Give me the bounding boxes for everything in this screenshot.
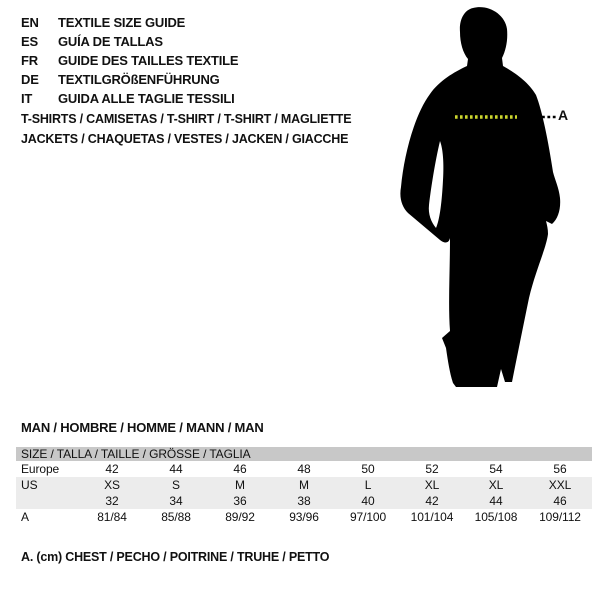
size-cell: 32 bbox=[105, 494, 119, 508]
size-cell: XL bbox=[488, 478, 504, 492]
size-cell: 89/92 bbox=[225, 510, 255, 524]
size-cell: 101/104 bbox=[410, 510, 454, 524]
size-cell: 46 bbox=[233, 462, 247, 476]
size-cell: 52 bbox=[425, 462, 439, 476]
size-cell: 56 bbox=[553, 462, 567, 476]
size-cell: 50 bbox=[361, 462, 375, 476]
table-row-europe bbox=[16, 461, 592, 477]
size-cell: L bbox=[364, 478, 372, 492]
silhouette-body bbox=[400, 7, 560, 387]
size-cell: 109/112 bbox=[539, 510, 581, 524]
language-row bbox=[21, 70, 238, 89]
table-header: SIZE / TALLA / TAILLE / GRÖSSE / TAGLIA bbox=[16, 447, 592, 461]
size-cell: 34 bbox=[169, 494, 183, 508]
size-cell: 42 bbox=[425, 494, 439, 508]
size-cell: M bbox=[299, 478, 309, 492]
size-cell: 42 bbox=[105, 462, 119, 476]
language-title: TEXTILE SIZE GUIDE bbox=[58, 15, 186, 30]
category-line-tshirts: T-SHIRTS / CAMISETAS / T-SHIRT / T-SHIRT / MAGLIETTE bbox=[21, 112, 352, 126]
size-cell: 81/84 bbox=[97, 510, 127, 524]
language-row bbox=[21, 13, 238, 32]
size-cell: M bbox=[235, 478, 245, 492]
table-row-us bbox=[16, 477, 592, 493]
size-cell: XXL bbox=[548, 478, 572, 492]
size-cell: 44 bbox=[169, 462, 183, 476]
row-cells bbox=[80, 462, 592, 476]
language-code: EN bbox=[21, 15, 39, 30]
language-code: IT bbox=[21, 91, 33, 106]
language-code: FR bbox=[21, 53, 38, 68]
man-silhouette-figure bbox=[395, 0, 595, 400]
row-cells bbox=[80, 510, 592, 524]
language-row bbox=[21, 89, 238, 108]
size-cell: S bbox=[172, 478, 180, 492]
table-row-a-chest bbox=[16, 509, 592, 525]
row-cells bbox=[80, 494, 592, 508]
table-row-numeric bbox=[16, 493, 592, 509]
size-cell: XS bbox=[104, 478, 120, 492]
size-cell: 85/88 bbox=[161, 510, 191, 524]
man-silhouette-svg bbox=[395, 0, 595, 400]
category-line-jackets: JACKETS / CHAQUETAS / VESTES / JACKEN / GIACCHE bbox=[21, 131, 349, 146]
size-cell: 93/96 bbox=[289, 510, 319, 524]
category-lines bbox=[21, 110, 351, 149]
size-cell: 105/108 bbox=[474, 510, 518, 524]
size-cell: 54 bbox=[489, 462, 503, 476]
language-title: GUIDA ALLE TAGLIE TESSILI bbox=[58, 91, 235, 106]
language-list bbox=[21, 13, 238, 108]
size-cell: 36 bbox=[233, 494, 247, 508]
language-title: GUÍA DE TALLAS bbox=[58, 34, 163, 49]
size-cell: 40 bbox=[361, 494, 375, 508]
size-cell: 44 bbox=[489, 494, 503, 508]
size-table bbox=[16, 447, 592, 525]
language-code: ES bbox=[21, 34, 38, 49]
language-row bbox=[21, 51, 238, 70]
size-cell: 97/100 bbox=[349, 510, 387, 524]
language-row bbox=[21, 32, 238, 51]
section-label-man: MAN / HOMBRE / HOMME / MANN / MAN bbox=[21, 420, 264, 435]
row-cells bbox=[80, 478, 592, 492]
size-cell: 46 bbox=[553, 494, 567, 508]
row-label: Europe bbox=[21, 462, 60, 476]
measurement-footnote: A. (cm) CHEST / PECHO / POITRINE / TRUHE / PETTO bbox=[21, 550, 330, 564]
language-title: GUIDE DES TAILLES TEXTILE bbox=[58, 53, 239, 68]
row-label: US bbox=[21, 478, 38, 492]
size-cell: XL bbox=[424, 478, 440, 492]
language-code: DE bbox=[21, 72, 39, 87]
language-title: TEXTILGRÖßENFÜHRUNG bbox=[58, 72, 220, 87]
size-cell: 38 bbox=[297, 494, 311, 508]
measurement-label-a: A bbox=[558, 107, 569, 123]
size-cell: 48 bbox=[297, 462, 311, 476]
row-label: A bbox=[21, 510, 29, 524]
